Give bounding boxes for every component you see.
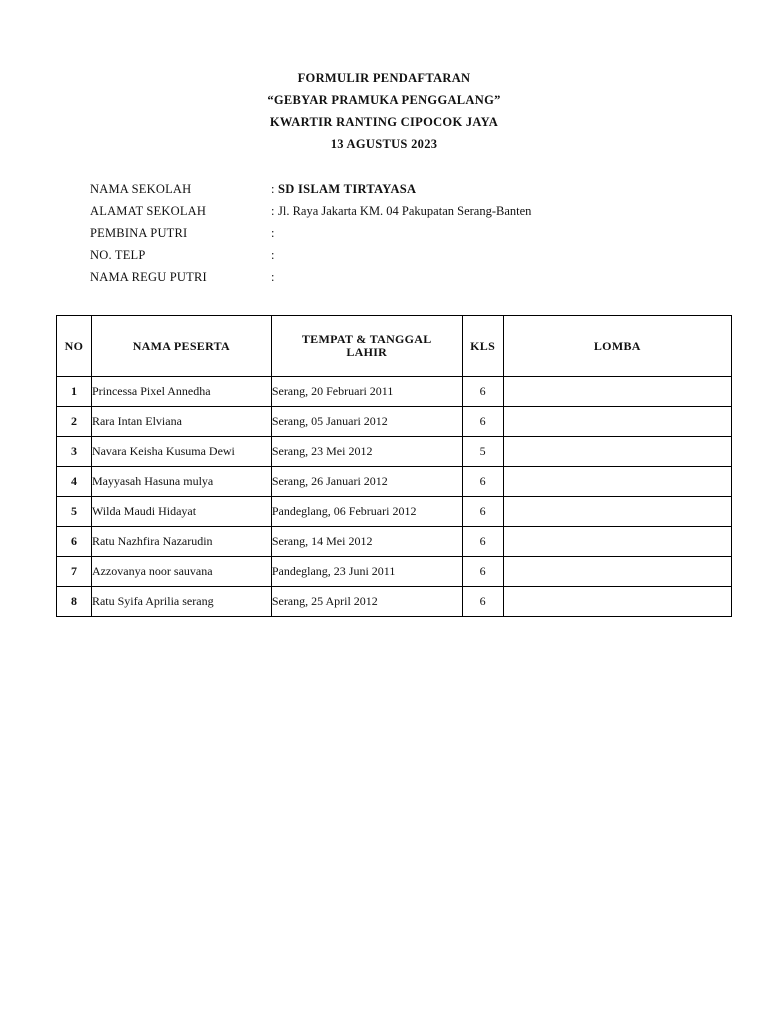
colon-separator: : <box>271 270 275 284</box>
cell-class: 6 <box>462 377 503 407</box>
team-label: NAMA REGU PUTRI <box>90 270 207 284</box>
school-info <box>90 181 690 291</box>
cell-name: Ratu Nazhfira Nazarudin <box>91 527 271 557</box>
cell-class: 6 <box>462 407 503 437</box>
cell-name: Azzovanya noor sauvana <box>91 557 271 587</box>
cell-competition <box>503 527 731 557</box>
cell-name: Wilda Maudi Hidayat <box>91 497 271 527</box>
cell-name: Ratu Syifa Aprilia serang <box>91 587 271 617</box>
cell-birth: Serang, 26 Januari 2012 <box>271 467 462 497</box>
info-row-phone <box>90 247 690 269</box>
info-row-school-name <box>90 181 690 203</box>
cell-no: 7 <box>57 557 92 587</box>
cell-class: 6 <box>462 587 503 617</box>
cell-birth: Serang, 25 April 2012 <box>271 587 462 617</box>
cell-competition <box>503 587 731 617</box>
cell-birth: Serang, 14 Mei 2012 <box>271 527 462 557</box>
colon-separator: : <box>271 248 275 262</box>
cell-no: 4 <box>57 467 92 497</box>
cell-competition <box>503 557 731 587</box>
cell-class: 6 <box>462 467 503 497</box>
cell-name: Navara Keisha Kusuma Dewi <box>91 437 271 467</box>
form-title-block <box>0 70 768 158</box>
cell-no: 1 <box>57 377 92 407</box>
header-class: KLS <box>462 316 503 377</box>
table-row <box>57 557 732 587</box>
cell-competition <box>503 467 731 497</box>
form-title: FORMULIR PENDAFTARAN <box>297 71 471 85</box>
header-name: NAMA PESERTA <box>91 316 271 377</box>
cell-birth: Pandeglang, 06 Februari 2012 <box>271 497 462 527</box>
cell-birth: Serang, 23 Mei 2012 <box>271 437 462 467</box>
cell-class: 6 <box>462 497 503 527</box>
cell-birth: Pandeglang, 23 Juni 2011 <box>271 557 462 587</box>
cell-competition <box>503 377 731 407</box>
school-name-label: NAMA SEKOLAH <box>90 182 192 196</box>
school-address-label: ALAMAT SEKOLAH <box>90 204 207 218</box>
cell-no: 5 <box>57 497 92 527</box>
colon-separator: : <box>271 204 275 218</box>
table-row <box>57 407 732 437</box>
header-competition: LOMBA <box>503 316 731 377</box>
cell-competition <box>503 497 731 527</box>
phone-label: NO. TELP <box>90 248 146 262</box>
table-row <box>57 527 732 557</box>
header-birth <box>271 316 462 377</box>
event-name: “GEBYAR PRAMUKA PENGGALANG” <box>267 93 501 107</box>
table-row <box>57 497 732 527</box>
organizer-name: KWARTIR RANTING CIPOCOK JAYA <box>269 115 499 129</box>
cell-competition <box>503 407 731 437</box>
cell-no: 8 <box>57 587 92 617</box>
cell-class: 6 <box>462 527 503 557</box>
header-birth-line2: LAHIR <box>346 345 388 359</box>
cell-name: Rara Intan Elviana <box>91 407 271 437</box>
table-header-row <box>57 316 732 377</box>
cell-birth: Serang, 05 Januari 2012 <box>271 407 462 437</box>
participant-table <box>56 315 732 617</box>
cell-birth: Serang, 20 Februari 2011 <box>271 377 462 407</box>
cell-no: 6 <box>57 527 92 557</box>
table-row <box>57 587 732 617</box>
header-birth-line1: TEMPAT & TANGGAL <box>301 332 432 346</box>
table-row <box>57 437 732 467</box>
cell-class: 5 <box>462 437 503 467</box>
coach-label: PEMBINA PUTRI <box>90 226 188 240</box>
table-row <box>57 377 732 407</box>
cell-no: 2 <box>57 407 92 437</box>
event-date: 13 AGUSTUS 2023 <box>330 137 438 151</box>
cell-class: 6 <box>462 557 503 587</box>
cell-no: 3 <box>57 437 92 467</box>
cell-name: Princessa Pixel Annedha <box>91 377 271 407</box>
colon-separator: : <box>271 226 275 240</box>
school-address-value: Jl. Raya Jakarta KM. 04 Pakupatan Serang-Banten <box>278 204 532 218</box>
table-row <box>57 467 732 497</box>
info-row-coach <box>90 225 690 247</box>
colon-separator: : <box>271 182 275 196</box>
header-no: NO <box>57 316 92 377</box>
info-row-team <box>90 269 690 291</box>
school-name-value: SD ISLAM TIRTAYASA <box>278 182 417 196</box>
info-row-school-address <box>90 203 690 225</box>
cell-name: Mayyasah Hasuna mulya <box>91 467 271 497</box>
cell-competition <box>503 437 731 467</box>
